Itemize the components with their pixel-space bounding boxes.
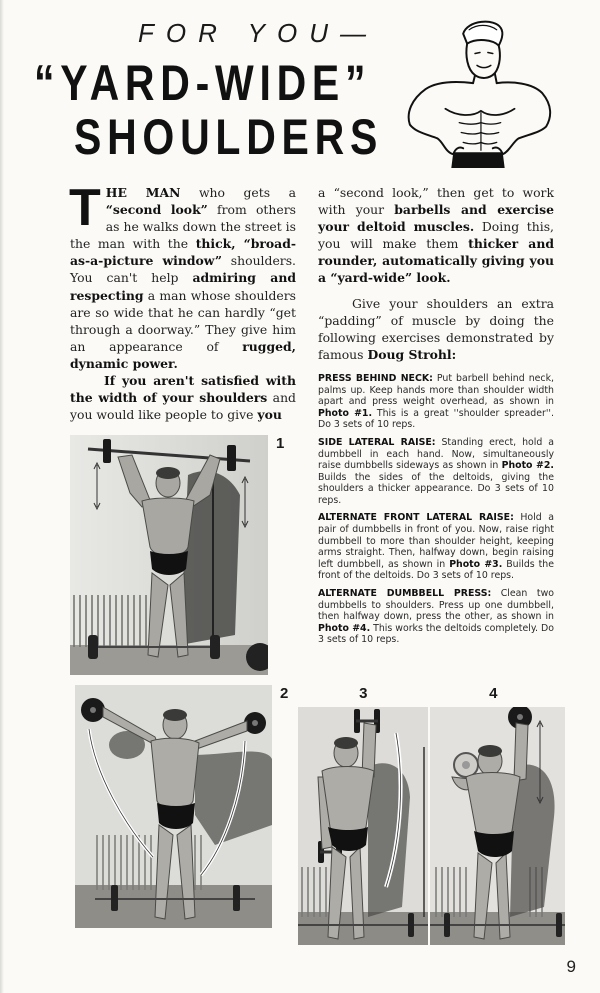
text-bold: thick, “broad-as-a-picture window” — [70, 236, 296, 269]
text-bold: “second look” — [105, 202, 208, 218]
intro-paragraph — [69, 179, 297, 372]
page-number: 9 — [566, 957, 576, 977]
left-column-wrap — [69, 179, 297, 675]
headline-line-2: SHOULDERS — [74, 109, 384, 165]
exercise-text: This is a great ''shoulder spreader''. Do 3 sets of 10 reps. — [318, 407, 554, 431]
third-paragraph — [318, 295, 554, 363]
text-bold: thicker and rounder, automatically giving you a “yard-wide” look. — [318, 236, 554, 286]
exercise-title: SIDE LATERAL RAISE: — [318, 436, 436, 448]
muscleman-illustration — [398, 14, 556, 172]
exercise-title: ALTERNATE FRONT LATERAL RAISE: — [318, 512, 514, 524]
photo-reference: Photo #2. — [501, 460, 554, 472]
text: who gets a — [180, 185, 296, 200]
article-column-left — [69, 179, 297, 423]
photo-press-behind-neck — [70, 435, 268, 675]
text-bold: barbells and exercise your deltoid muscles. — [318, 202, 554, 235]
bottom-photos — [0, 675, 600, 945]
photo-number: 3 — [359, 685, 368, 703]
photo-number: 4 — [489, 685, 498, 703]
text-bold: admiring and respecting — [70, 270, 296, 303]
exercise-text: Builds the sides of the deltoids, giving the shoulders a thicker appearance. Do 3 sets of 10 reps. — [318, 471, 554, 506]
exercise-alternate-dumbbell-press — [318, 588, 554, 646]
headline-line-1: “YARD-WIDE” — [34, 55, 372, 111]
text: and you would like people to give — [70, 390, 296, 423]
second-paragraph-continued — [318, 184, 554, 287]
text: Give your shoulders an extra “padding” of muscle by doing the following exercises demonstrated by famous — [318, 295, 554, 362]
text-bold: HE MAN — [105, 185, 181, 200]
text: a “second look,” then get to work with your — [318, 185, 554, 218]
photo-side-lateral-raise — [75, 685, 272, 928]
photo-2-block — [75, 685, 288, 928]
text-bold: you — [257, 407, 282, 423]
headline-area — [0, 0, 600, 176]
photo-reference: Photo #1. — [318, 407, 373, 419]
text-bold: Doug Strohl: — [367, 346, 457, 362]
right-column-wrap — [318, 184, 554, 652]
photo-alternate-dumbbell-press — [430, 707, 565, 945]
text-bold: If you aren't satisfied with the width of your shoulders — [70, 373, 296, 406]
exercise-text: This works the deltoids completely. Do 3 sets of 10 reps. — [318, 622, 554, 646]
photo-1-block — [70, 435, 296, 675]
photo-number: 2 — [280, 685, 289, 703]
headline-kicker: FOR YOU— — [138, 18, 378, 48]
exercise-text: Standing erect, hold a dumbbell in each hand. Now, simultaneously raise dumbbells sideways as shown in — [318, 436, 554, 472]
exercise-press-behind-neck — [318, 373, 554, 431]
photo-number: 1 — [276, 435, 285, 453]
exercise-text: Hold a pair of dumbbells in front of you. Now, raise right dumbbell to more than shoulder height, keeping arms straight. Then, halfway down, begin raising left dumbbell, as shown in — [318, 512, 554, 570]
exercise-list — [318, 373, 554, 646]
exercise-text: Put barbell behind neck, palms up. Keep hands more than shoulder width apart and press weight overhead, as shown in — [318, 372, 554, 408]
exercise-side-lateral-raise — [318, 437, 554, 507]
drop-cap: T — [69, 179, 101, 237]
photo-alternate-front-lateral-raise — [298, 707, 428, 945]
text: a man whose shoulders are so wide that he can hardly “get through a doorway.” They give him an appearance of — [70, 287, 296, 354]
article-body — [0, 176, 600, 675]
photo-reference: Photo #4. — [318, 622, 371, 634]
exercise-title: PRESS BEHIND NECK: — [318, 372, 433, 384]
exercise-text: Builds the front of the deltoids. Do 3 sets of 10 reps. — [318, 558, 554, 582]
photos-3-4-block — [298, 685, 565, 945]
exercise-alternate-front-lateral-raise — [318, 512, 554, 582]
article-column-right — [318, 184, 554, 363]
photo-reference: Photo #3. — [449, 558, 503, 570]
exercise-title: ALTERNATE DUMBBELL PRESS: — [318, 588, 492, 600]
exercise-text: Clean two dumbbells to shoulders. Press up one dumbbell, then halfway down, press the other, as shown in — [318, 588, 554, 623]
text: shoulders. You can't help — [70, 253, 297, 286]
second-paragraph-start — [70, 372, 296, 423]
text: Doing this, you will make them — [318, 219, 554, 252]
text-bold: rugged, dynamic power. — [70, 338, 296, 371]
text: from others as he walks down the street is the man with the — [70, 202, 296, 252]
